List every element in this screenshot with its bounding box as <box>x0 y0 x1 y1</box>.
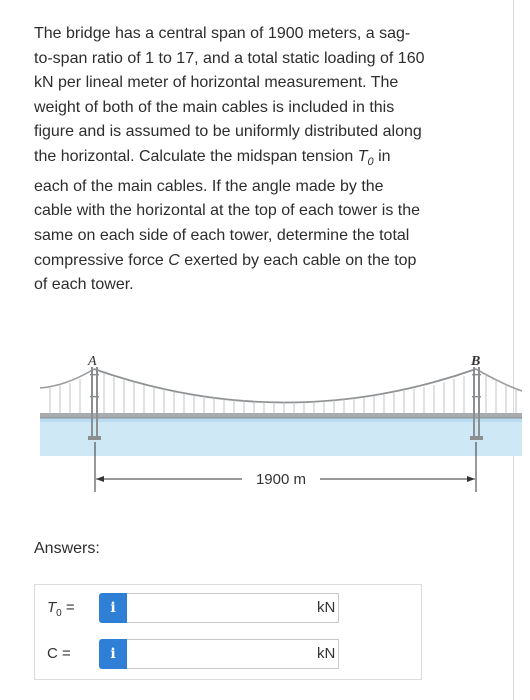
answers-panel <box>34 584 422 680</box>
answers-heading: Answers: <box>34 540 100 557</box>
compressive-force-symbol: C <box>168 251 180 269</box>
compressive-force-input[interactable] <box>127 639 339 669</box>
problem-statement <box>34 22 426 298</box>
main-cable <box>94 369 476 403</box>
tower-b-label: B <box>471 354 481 369</box>
right-side-cable <box>476 369 522 391</box>
compressive-force-label: C = <box>47 645 71 662</box>
dimension-arrow-right <box>467 476 475 482</box>
info-icon[interactable]: i <box>99 593 127 623</box>
midspan-tension-unit: kN <box>317 599 336 616</box>
compressive-force-unit: kN <box>317 645 336 662</box>
span-label: 1900 m <box>255 471 307 488</box>
dimension-arrow-left <box>96 476 104 482</box>
info-icon[interactable]: i <box>99 639 127 669</box>
tower-a-label: A <box>88 354 97 369</box>
problem-text-part3: exerted by each cable on the top of each tower. <box>34 251 417 294</box>
midspan-tension-input[interactable] <box>127 593 339 623</box>
midspan-tension-label: $T_0$ = <box>47 599 75 619</box>
midspan-tension-symbol: $T_0$ <box>357 147 374 169</box>
problem-text-part1: The bridge has a central span of 1900 meters, a sag-to-span ratio of 1 to 17, and a total static loading of 160 kN per lineal meter of horizontal measurement. The weight of both of the main cables is included in this figure and is assumed to be uniformly distributed along the horizontal. Calculate the midspan tension <box>34 25 425 165</box>
bridge-deck <box>40 413 522 418</box>
problem-text-part2: in each of the main cables. If the angle made by the cable with the horizontal at the top of each tower is the same on each side of each tower, determine the total compressive force <box>34 147 421 269</box>
answer-row-midspan-tension <box>35 591 423 625</box>
answer-row-compressive-force <box>35 637 423 671</box>
suspension-bridge-figure <box>40 352 522 502</box>
left-side-cable <box>40 369 94 388</box>
